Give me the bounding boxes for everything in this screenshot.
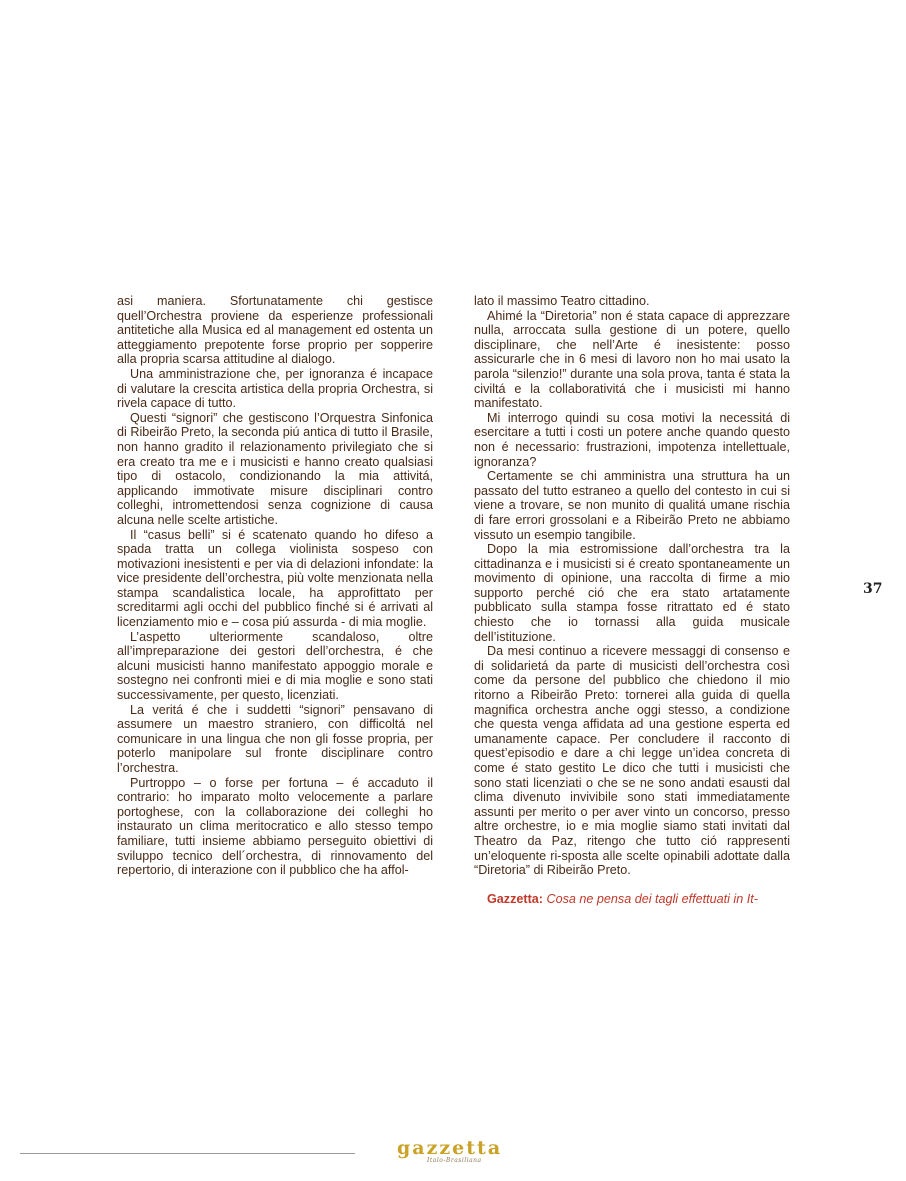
footer-divider <box>20 1153 355 1154</box>
right-text-column <box>474 294 790 906</box>
question-label: Gazzetta: <box>487 891 543 906</box>
page-number: 37 <box>863 581 883 597</box>
logo-subtitle: Italo-Brasiliana <box>427 1157 482 1164</box>
paragraph: Il “casus belli” si é scatenato quando ho difeso a spada tratta un collega violinista sospeso con motivazioni inesistenti e per via di delazioni infondate: la vice presidente dell’orchestra, più volte menzionata nella stampa scandalistica locale, ha approfittato per screditarmi agli occhi del pubblico finché si é arrivati al licenziamento mio e – cosa piú assurda - di mia moglie. <box>117 527 433 630</box>
paragraph: L’aspetto ulteriormente scandaloso, oltre all’impreparazione dei gestori dell’orchestra, é che alcuni musicisti hanno manifestato appoggio morale e sostegno nei confronti miei e di mia moglie e sono stati successivamente, per questo, licenziati. <box>117 629 433 703</box>
interview-question <box>474 892 790 907</box>
paragraph: asi maniera. Sfortunatamente chi gestisce quell’Orchestra proviene da esperienze professionali antitetiche alla Musica ed al management ed ostenta un atteggiamento prepotente forse proprio per sopperire alla propria scarsa attitudine al dialogo. <box>117 294 433 367</box>
paragraph: Una amministrazione che, per ignoranza é incapace di valutare la crescita artistica della propria Orchestra, si rivela capace di tutto. <box>117 366 433 411</box>
gazzetta-logo <box>397 1137 512 1167</box>
paragraph: Dopo la mia estromissione dall’orchestra tra la cittadinanza e i musicisti si é creato spontaneamente un movimento di opinione, una raccolta di firme a mio supporto perché ció che era stato artatamente pubblicato sulla stampa fosse ritrattato ed é stato chiesto che io tornassi alla guida musicale dell’istituzione. <box>474 542 790 644</box>
logo-wordmark: gazzetta <box>397 1137 503 1159</box>
paragraph: La veritá é che i suddetti “signori” pensavano di assumere un maestro straniero, con difficoltá nel comunicare in una lingua che non gli fosse propria, per poterlo manipolare sul fronte disciplinare contro l’orchestra. <box>117 702 433 775</box>
paragraph: Ahimé la “Diretoria” non é stata capace di apprezzare nulla, arroccata sulla gestione di un potere, quello disciplinare, che nell’Arte é inesistente: posso assicurarle che in 6 mesi di lavoro non ho mai usato la parola “silenzio!” durante una sola prova, tanta é stata la civiltá e la collaborativitá che i musicisti mi hanno manifestato. <box>474 308 790 411</box>
left-text-column <box>117 294 433 878</box>
paragraph: lato il massimo Teatro cittadino. <box>474 294 650 308</box>
paragraph: Mi interrogo quindi su cosa motivi la necessitá di esercitare a tutti i costi un potere anche quando questo non é necessario: frustrazioni, impotenza intellettuale, ignoranza? <box>474 410 790 469</box>
paragraph: Da mesi continuo a ricevere messaggi di consenso e di solidarietá da parte di musicisti dell’orchestra così come da persone del pubblico che chiedono il mio ritorno a Ribeirão Preto: tornerei alla guida di quella magnifica orchestra anche oggi stesso, a condizione che questa venga affidata ad una gestione esperta ed umanamente capace. Per concludere il racconto di quest’episodio e dare a chi legge un’idea concreta di come é stato gestito Le dico che tutti i musicisti che sono stati licenziati o che se ne sono andati esausti dal clima divenuto invivibile sono stati immediatamente assunti per merito o per aver vinto un concorso, presso altre orchestre, io e mia moglie siamo stati invitati dal Theatro da Paz, ritengo che tutto ció rappresenti un’eloquente ri-sposta alle scelte opinabili adottate dalla “Diretoria” di Ribeirão Preto. <box>474 644 790 878</box>
question-text: Cosa ne pensa dei tagli effettuati in It- <box>546 891 758 906</box>
paragraph: Certamente se chi amministra una struttura ha un passato del tutto estraneo a quello del contesto in cui si viene a trovare, se non munito di qualitá umane rischia di fare errori grossolani e a Ribeirão Preto ne abbiamo vissuto un esempio tangibile. <box>474 469 790 542</box>
paragraph: Purtroppo – o forse per fortuna – é accaduto il contrario: ho imparato molto velocemente a parlare portoghese, con la collaborazione dei colleghi ho instaurato un clima meritocratico e allo stesso tempo familiare, tutti insieme abbiamo perseguito obiettivi di sviluppo tecnico dell´orchestra, di rinnovamento del repertorio, di interazione con il pubblico che ha affol- <box>117 775 433 878</box>
paragraph: Questi “signori” che gestiscono l’Orquestra Sinfonica di Ribeirão Preto, la seconda piú antica di tutto il Brasile, non hanno gradito il relazionamento privilegiato che si era creato tra me e i musicisti e hanno creato qualsiasi tipo di ostacolo, condizionando la mia attivitá, applicando immotivate misure disciplinari contro colleghi, intromettendosi senza cognizione di causa alcuna nelle scelte artistiche. <box>117 410 433 527</box>
